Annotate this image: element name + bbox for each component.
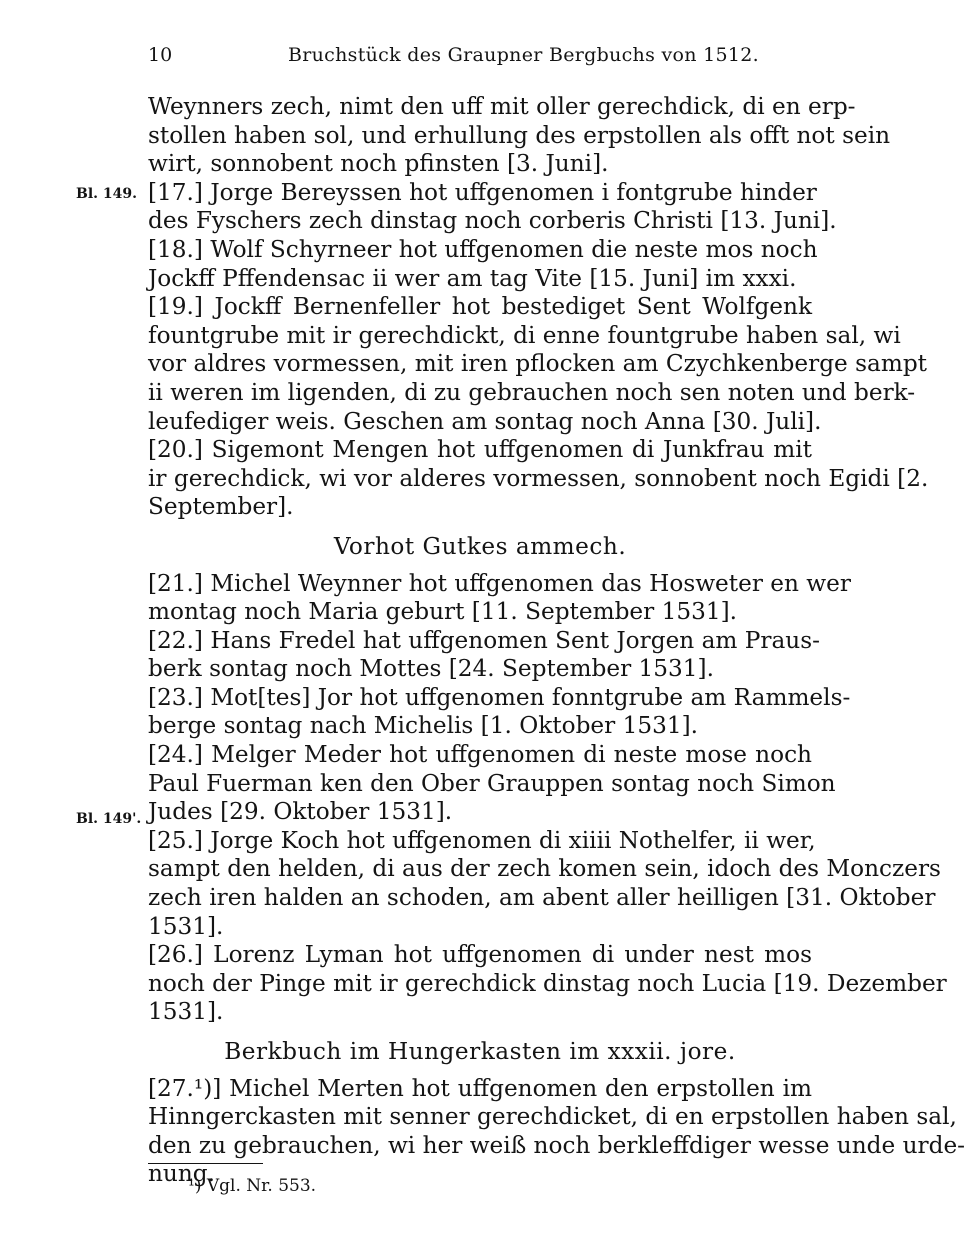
margin-note-folio-149: Bl. 149. (76, 186, 137, 202)
text-line: 1531]. (148, 998, 224, 1026)
section-heading: Vorhot Gutkes ammech. (333, 532, 627, 560)
text-line: noch der Pinge mit ir gerechdick dinstag noch Lucia [19. Dezember (148, 969, 947, 997)
text-line: ii weren im ligenden, di zu gebrauchen noch sen noten und berk- (148, 378, 916, 406)
entry-21-line: [21.] Michel Weynner hot uffgenomen das Hosweter en wer (148, 569, 851, 597)
page-header (148, 44, 813, 74)
page-number: 10 (148, 44, 173, 66)
text-line: stollen haben sol, und erhullung des erpstollen als offt not sein (148, 121, 891, 149)
text-line: berge sontag nach Michelis [1. Oktober 1531]. (148, 712, 699, 740)
text-line: Paul Fuerman ken den Ober Grauppen sontag noch Simon (148, 769, 836, 797)
text-line: leufediger weis. Geschen am sontag noch Anna [30. Juli]. (148, 407, 822, 435)
entry-20-line: [20.] Sigemont Mengen hot uffgenomen di Junkfrau mit (148, 436, 812, 464)
text-line: berk sontag noch Mottes [24. September 1531]. (148, 655, 714, 683)
entry-19-line: [19.] Jockff Bernenfeller hot bestediget Sent Wolfgenk (148, 293, 812, 321)
section-heading: Berkbuch im Hungerkasten im xxxii. jore. (224, 1038, 736, 1065)
running-title: Bruchstück des Graupner Bergbuchs von 1512. (288, 44, 760, 66)
text-line: ir gerechdick, wi vor alderes vormessen, sonnobent noch Egidi [2. (148, 464, 929, 492)
text-line: vor aldres vormessen, mit iren pflocken am Czychkenberge sampt (148, 350, 928, 378)
footnote-rule (148, 1163, 263, 1164)
text-line: den zu gebrauchen, wi her weiß noch berkleffdiger wesse unde urde- (148, 1131, 965, 1159)
entry-27-line: [27.¹)] Michel Merten hot uffgenomen den erpstollen im (148, 1074, 812, 1102)
text-line: Judes [29. Oktober 1531]. (148, 798, 453, 826)
entry-26-line: [26.] Lorenz Lyman hot uffgenomen di under nest mos (148, 941, 812, 969)
footnote: ¹) Vgl. Nr. 553. (188, 1176, 317, 1196)
text-line: wirt, sonnobent noch pfinsten [3. Juni]. (148, 150, 609, 178)
text-line: Weynners zech, nimt den uff mit oller gerechdick, di en erp- (148, 93, 856, 120)
text-line: des Fyschers zech dinstag noch corberis Christi [13. Juni]. (148, 207, 837, 235)
entry-25-line: [25.] Jorge Koch hot uffgenomen di xiiii Nothelfer, ii wer, (148, 826, 816, 854)
text-line: September]. (148, 493, 294, 521)
text-line: fountgrube mit ir gerechdickt, di enne fountgrube haben sal, wi (148, 321, 901, 349)
text-line: nung. (148, 1160, 216, 1188)
entry-17-line: [17.] Jorge Bereyssen hot uffgenomen i fontgrube hinder (148, 178, 817, 206)
text-line: zech iren halden an schoden, am abent aller heilligen [31. Oktober (148, 884, 936, 912)
entry-22-line: [22.] Hans Fredel hat uffgenomen Sent Jorgen am Praus- (148, 626, 820, 654)
text-line: Jockff Pffendensac ii wer am tag Vite [15. Juni] im xxxi. (148, 264, 797, 292)
text-line: sampt den helden, di aus der zech komen sein, idoch des Monczers (148, 855, 941, 883)
text-line: Hinngerckasten mit senner gerechdicket, di en erpstollen haben sal, (148, 1103, 957, 1131)
text-line: montag noch Maria geburt [11. September 1531]. (148, 598, 738, 626)
entry-18-line: [18.] Wolf Schyrneer hot uffgenomen die neste mos noch (148, 235, 818, 263)
text-line: 1531]. (148, 912, 224, 940)
entry-24-line: [24.] Melger Meder hot uffgenomen di neste mose noch (148, 741, 812, 769)
margin-note-folio-149v: Bl. 149'. (76, 811, 142, 827)
entry-23-line: [23.] Mot[tes] Jor hot uffgenomen fonntgrube am Rammels- (148, 683, 851, 711)
page-body (148, 93, 965, 1189)
